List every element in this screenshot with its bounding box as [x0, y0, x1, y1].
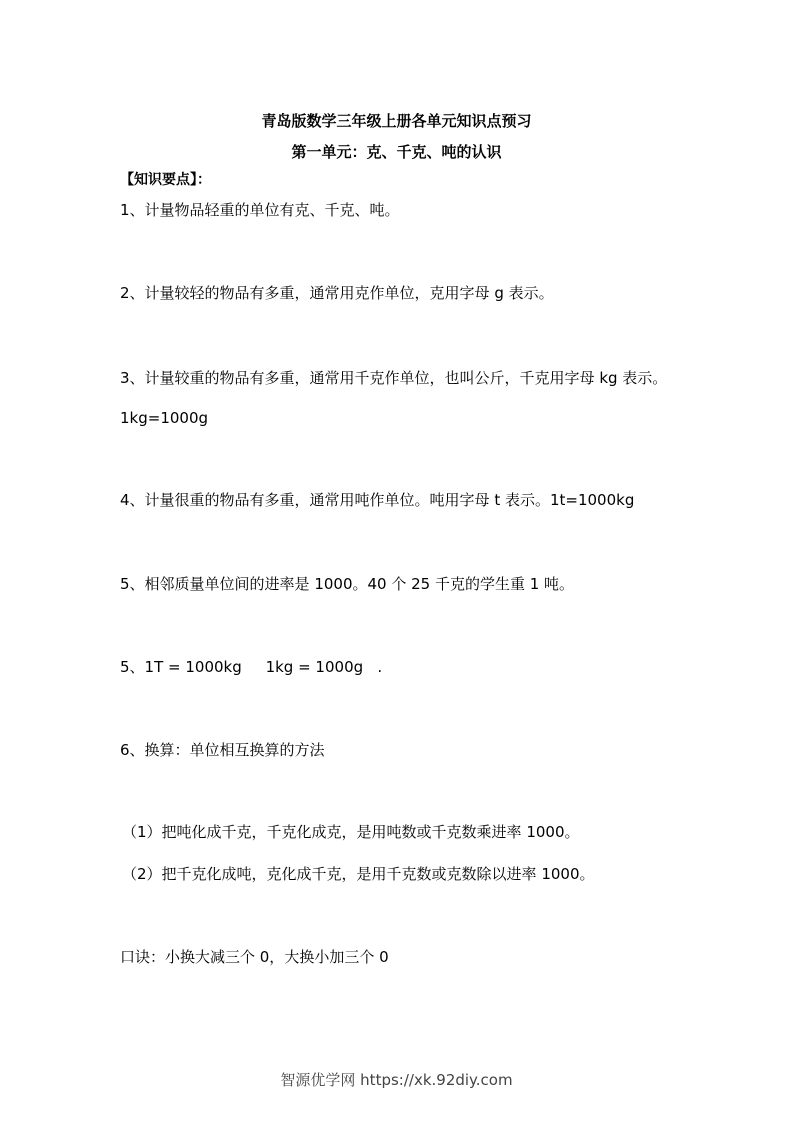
point-5-formula: 5、1T = 1000kg 1kg = 1000g .	[120, 658, 383, 676]
point-4: 4、计量很重的物品有多重，通常用吨作单位。吨用字母 t 表示。1t=1000kg	[120, 491, 635, 509]
conversion-rule-2: （2）把千克化成吨，克化成千克，是用千克数或克数除以进率 1000。	[122, 865, 595, 883]
point-3: 3、计量较重的物品有多重，通常用千克作单位，也叫公斤，千克用字母 kg 表示。	[120, 369, 668, 387]
point-3-formula: 1kg=1000g	[120, 409, 209, 427]
point-5: 5、相邻质量单位间的进率是 1000。40 个 25 千克的学生重 1 吨。	[120, 575, 575, 593]
point-1: 1、计量物品轻重的单位有克、千克、吨。	[120, 201, 400, 219]
page-title: 青岛版数学三年级上册各单元知识点预习	[261, 112, 532, 130]
point-2: 2、计量较轻的物品有多重，通常用克作单位，克用字母 g 表示。	[120, 284, 554, 302]
conversion-rule-1: （1）把吨化成千克，千克化成克，是用吨数或千克数乘进率 1000。	[122, 823, 580, 841]
point-6: 6、换算：单位相互换算的方法	[120, 741, 325, 759]
mnemonic: 口诀：小换大减三个 0，大换小加三个 0	[120, 948, 389, 966]
unit-subtitle: 第一单元：克、千克、吨的认识	[291, 143, 502, 161]
footer-watermark: 智源优学网 https://xk.92diy.com	[280, 1071, 513, 1089]
section-label: 【知识要点】：	[120, 172, 211, 188]
